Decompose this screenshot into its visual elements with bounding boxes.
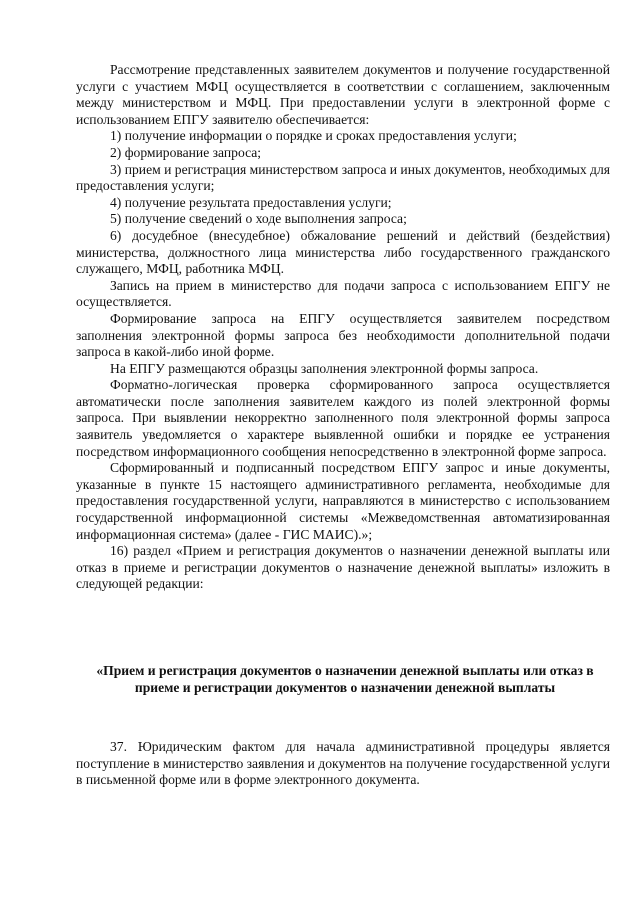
paragraph-appointment: Запись на прием в министерство для подачи запроса с использованием ЕПГУ не осуществляется. — [76, 277, 610, 310]
list-item-4: 4) получение результата предоставления услуги; — [110, 194, 392, 210]
list-item-2: 2) формирование запроса; — [110, 144, 262, 160]
paragraph-intro: Рассмотрение представленных заявителем документов и получение государственной услуги с участием МФЦ осуществляется в соответствии с соглашением, заключенным между министерством и МФЦ. При предоставлении услуги в электронной форме с использованием ЕПГУ заявителю обеспечивается: — [76, 62, 610, 127]
paragraph-submission: Сформированный и подписанный посредством ЕПГУ запрос и иные документы, указанные в пункте 15 настоящего административного регламента, необходимые для предоставления государственной услуги, направляются в министерство с использованием государственной информационной системы «Межведомственная автоматизированная информационная система» (далее - ГИС МАИС).»; — [76, 460, 610, 542]
paragraph-samples: На ЕПГУ размещаются образцы заполнения электронной формы запроса. — [110, 360, 539, 376]
paragraph-section-16: 16) раздел «Прием и регистрация документов о назначении денежной выплаты или отказ в приеме и регистрации документов о назначение денежной выплаты» изложить в следующей редакции: — [76, 543, 610, 592]
paragraph-validation: Форматно-логическая проверка сформированного запроса осуществляется автоматически после заполнения заявителем каждого из полей электронной формы запроса. При выявлении некорректно заполненного поля электронной формы запроса заявитель уведомляется о характере выявленной ошибки и порядке ее устранения посредством информационного сообщения непосредственно в электронной форме запроса. — [76, 377, 610, 459]
document-body-continued — [76, 739, 610, 789]
list-item-1: 1) получение информации о порядке и сроках предоставления услуги; — [110, 128, 517, 144]
list-item-5: 5) получение сведений о ходе выполнения запроса; — [110, 211, 407, 227]
document-body — [76, 62, 610, 593]
paragraph-37: 37. Юридическим фактом для начала административной процедуры является поступление в министерство заявления и документов на получение государственной услуги в письменной форме или в форме электронного документа. — [76, 739, 610, 788]
list-item-6: 6) досудебное (внесудебное) обжалование решений и действий (бездействия) министерства, должностного лица министерства либо государственного гражданского служащего, МФЦ, работника МФЦ. — [76, 227, 610, 277]
list-item-3: 3) прием и регистрация министерством запроса и иных документов, необходимых для предоставления услуги; — [76, 161, 611, 194]
section-heading: «Прием и регистрация документов о назначении денежной выплаты или отказ в приеме и регистрации документов о назначении денежной выплаты — [96, 663, 594, 695]
paragraph-request-form: Формирование запроса на ЕПГУ осуществляется заявителем посредством заполнения электронной формы запроса без необходимости дополнительной подачи запроса в какой-либо иной форме. — [76, 310, 610, 360]
